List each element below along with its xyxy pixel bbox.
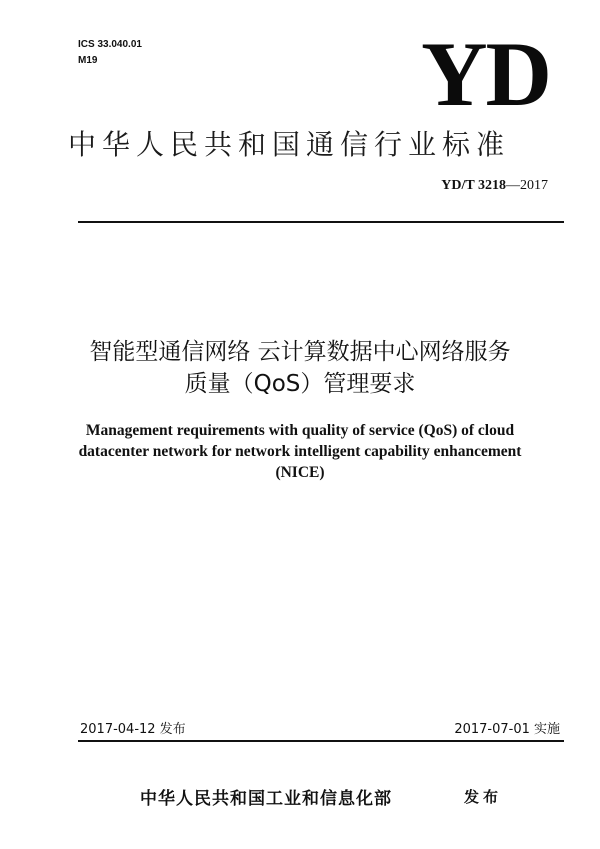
- implementation-date: 2017-07-01 实施: [454, 722, 560, 737]
- chinese-title-line2: 质量（QoS）管理要求: [184, 371, 416, 397]
- english-title-line1: Management requirements with quality of service (QoS) of cloud: [85, 422, 515, 439]
- english-title-line2: datacenter network for network intelligent capability enhancement: [78, 443, 522, 460]
- header-divider: [78, 221, 564, 223]
- issue-label: 发布: [464, 788, 503, 806]
- ics-code: ICS 33.040.01: [78, 39, 142, 50]
- issue-date: 2017-04-12 发布: [80, 722, 186, 737]
- chinese-title-line1: 智能型通信网络 云计算数据中心网络服务: [89, 339, 511, 365]
- standard-category-title: 中华人民共和国通信行业标准: [68, 128, 511, 161]
- classification-code: M19: [78, 55, 98, 66]
- yd-logo: YD: [421, 23, 550, 125]
- standard-number-prefix: YD/T 3218: [441, 178, 506, 193]
- standard-number: [441, 178, 548, 194]
- standard-number-year: —2017: [506, 178, 548, 193]
- english-title-line3: (NICE): [275, 464, 325, 481]
- english-title: [60, 420, 540, 483]
- footer-divider: [78, 740, 564, 742]
- chinese-title: [40, 336, 560, 400]
- issuing-authority: 中华人民共和国工业和信息化部: [140, 789, 392, 809]
